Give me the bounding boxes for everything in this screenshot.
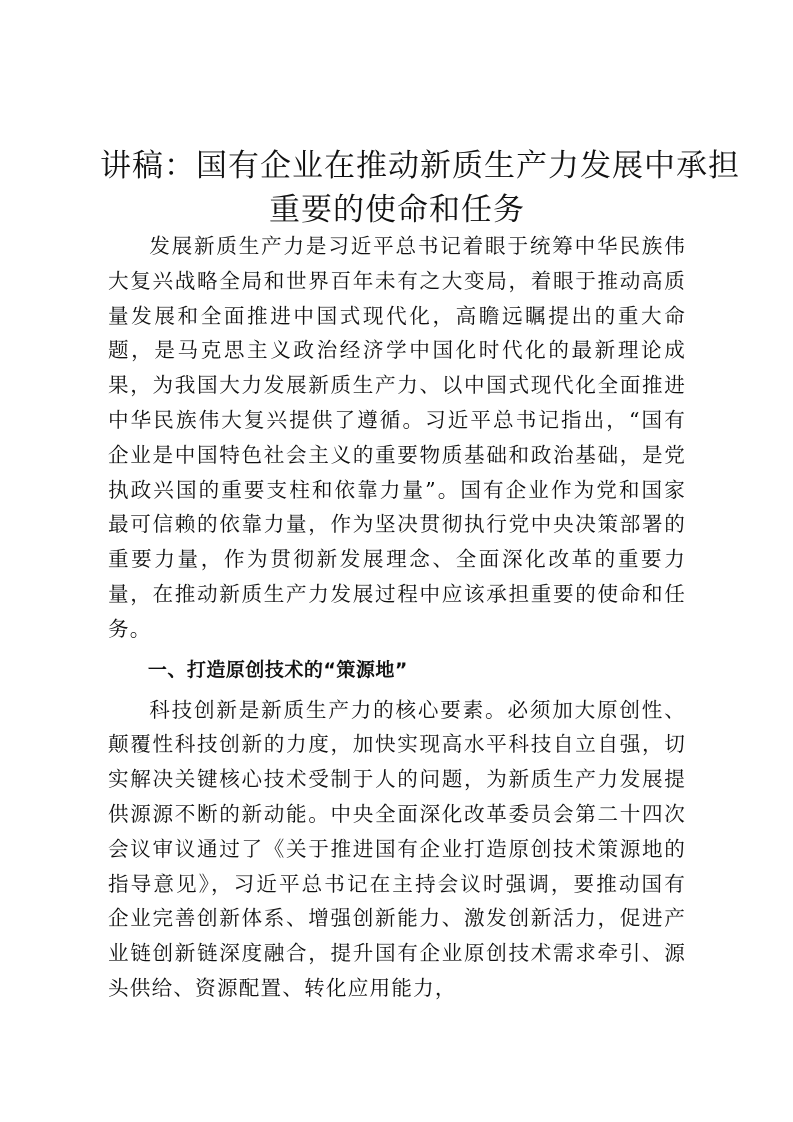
title-line-2: 重要的使命和任务 xyxy=(269,192,525,228)
title-line-1: 讲稿：国有企业在推动新质生产力发展中承担 xyxy=(100,148,740,184)
intro-paragraph: 发展新质生产力是习近平总书记着眼于统筹中华民族伟大复兴战略全局和世界百年未有之大变局，着眼于推动高质量发展和全面推进中国式现代化，高瞻远瞩提出的重大命题，是马克思主义政治经济学中国化时代化的最新理论成果，为我国大力发展新质生产力、以中国式现代化全面推进中华民族伟大复兴提供了遵循。习近平总书记指出，“国有企业是中国特色社会主义的重要物质基础和政治基础，是党执政兴国的重要支柱和依靠力量”。国有企业作为党和国家最可信赖的依靠力量，作为坚决贯彻执行党中央决策部署的重要力量，作为贯彻新发展理念、全面深化改革的重要力量，在推动新质生产力发展过程中应该承担重要的使命和任务。 xyxy=(108,234,686,641)
section-heading-1: 一、打造原创技术的“策源地” xyxy=(147,658,408,681)
document-title xyxy=(100,144,740,232)
document-body xyxy=(108,229,686,1006)
section-1-paragraph: 科技创新是新质生产力的核心要素。必须加大原创性、颠覆性科技创新的力度，加快实现高水平科技自立自强，切实解决关键核心技术受制于人的问题，为新质生产力发展提供源源不断的新动能。中央全面深化改革委员会第二十四次会议审议通过了《关于推进国有企业打造原创技术策源地的指导意见》，习近平总书记在主持会议时强调，要推动国有企业完善创新体系、增强创新能力、激发创新活力，促进产业链创新链深度融合，提升国有企业原创技术需求牵引、源头供给、资源配置、转化应用能力， xyxy=(108,697,686,1000)
